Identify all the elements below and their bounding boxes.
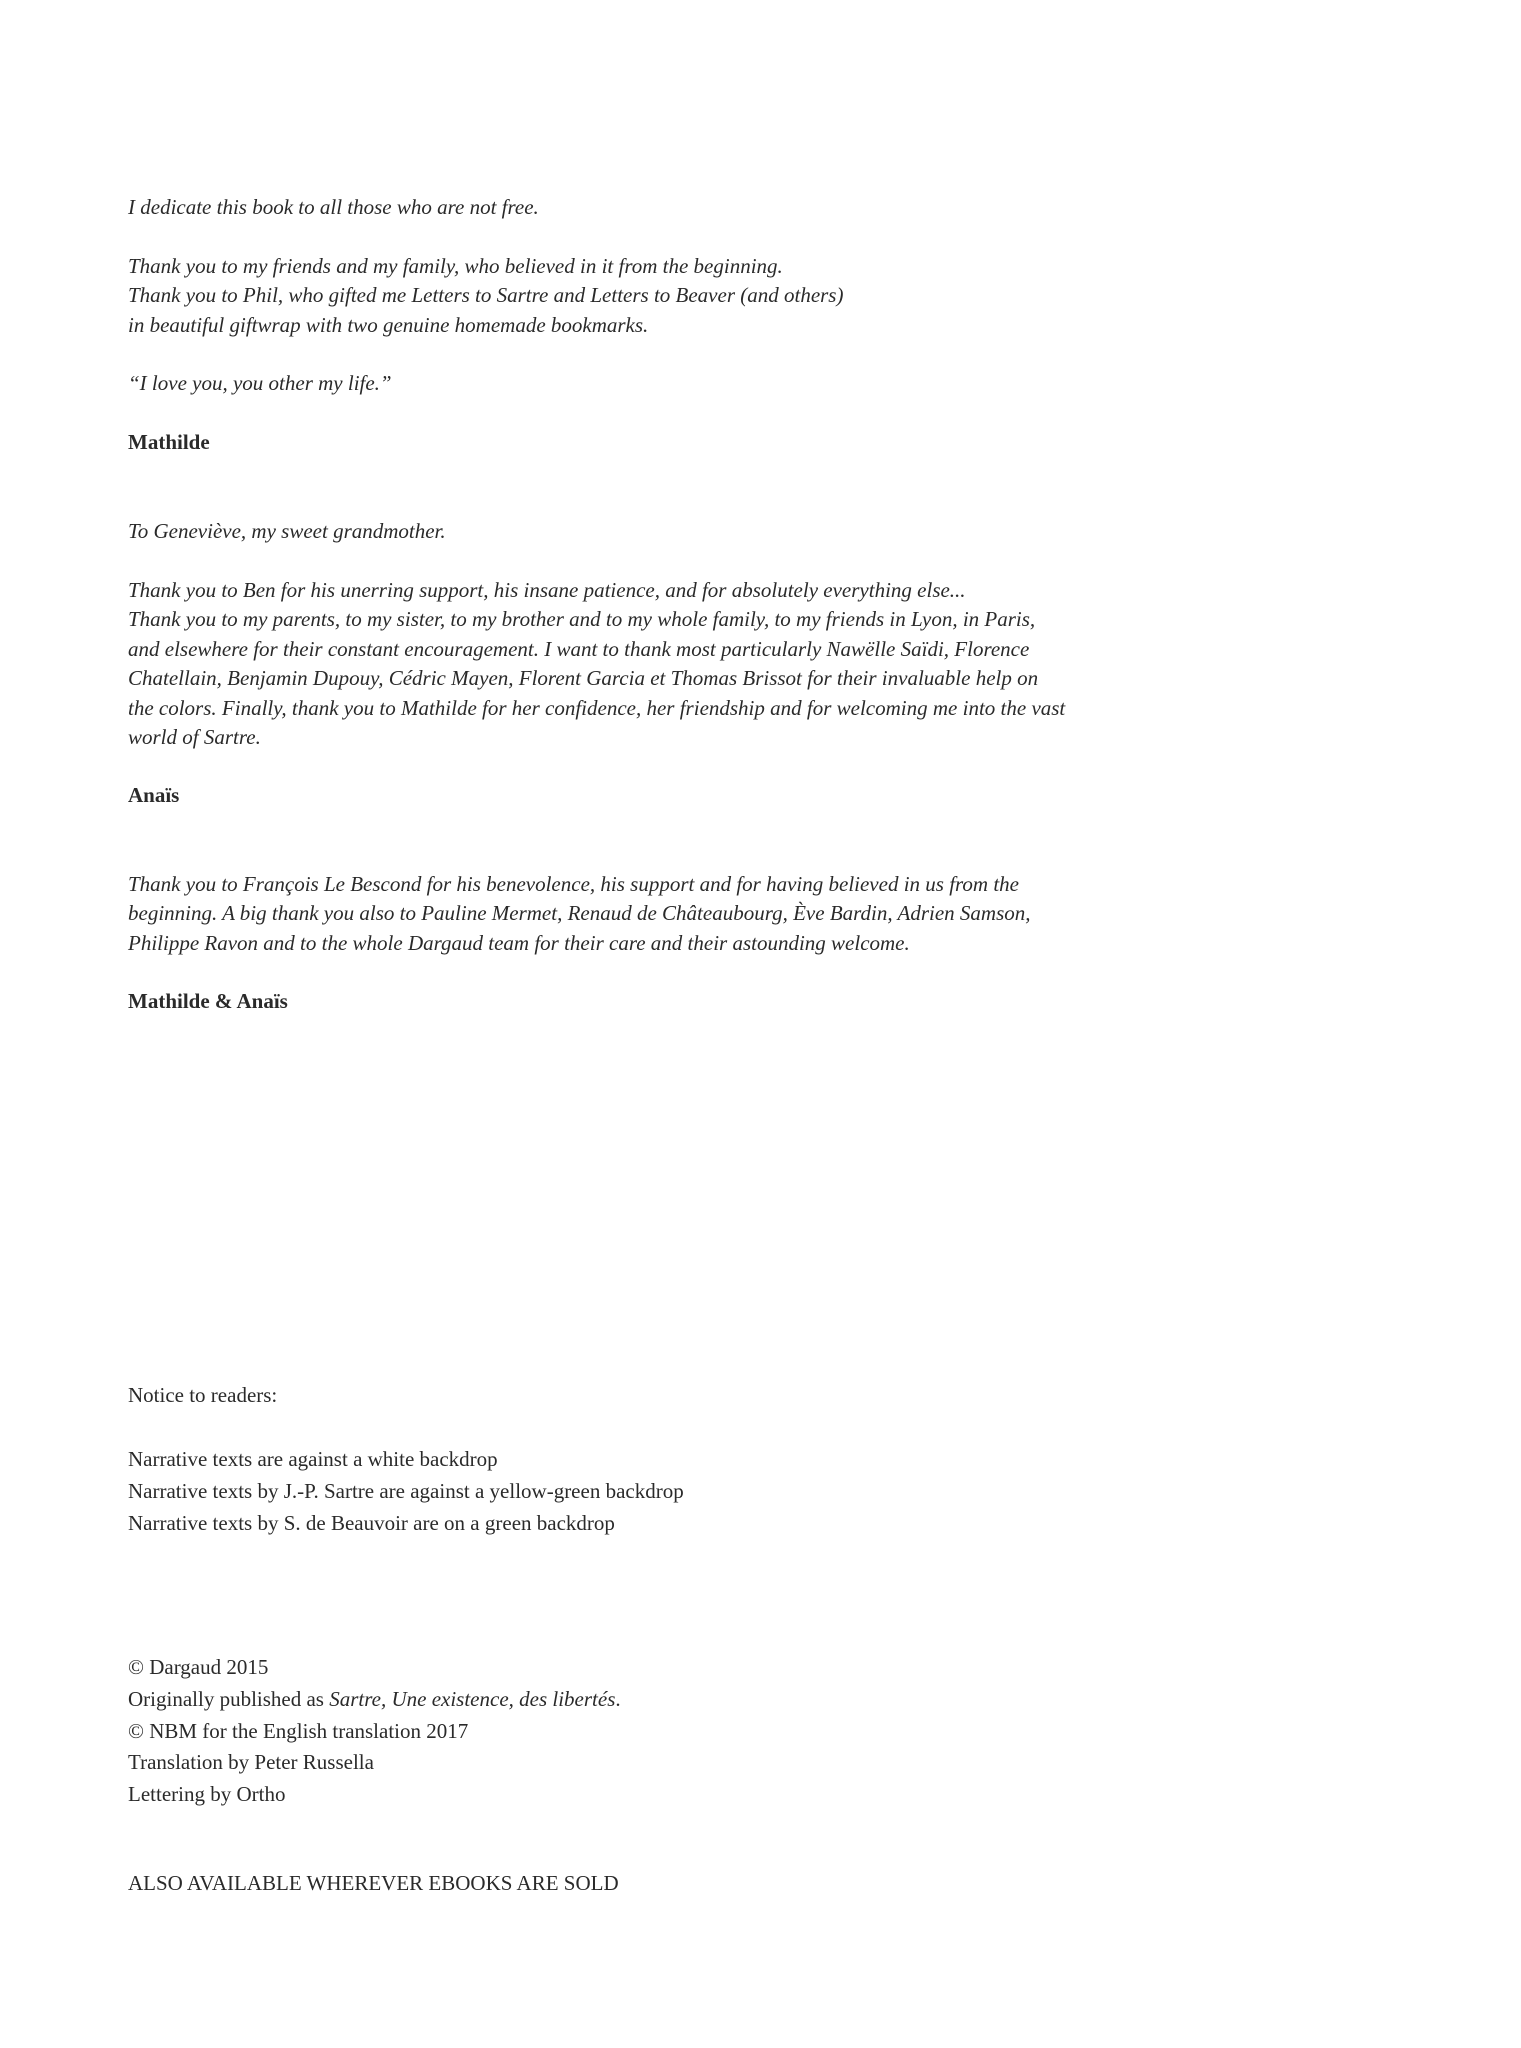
anais-thanks-line: Thank you to Ben for his unerring support, his insane patience, and for absolutely everything else... xyxy=(128,578,966,602)
joint-thanks xyxy=(128,870,1248,958)
anais-thanks-line: Chatellain, Benjamin Dupouy, Cédric Mayen, Florent Garcia et Thomas Brissot for their invaluable help on xyxy=(128,666,1039,691)
book-front-matter-page xyxy=(128,0,1428,2048)
anais-signature: Anaïs xyxy=(128,783,180,807)
original-title: Sartre, Une existence, des libertés xyxy=(329,1686,616,1711)
notice-list xyxy=(128,1444,1248,1539)
mathilde-thanks-line: Thank you to my friends and my family, who believed in it from the beginning. xyxy=(128,254,783,278)
joint-thanks-line: Philippe Ravon and to the whole Dargaud team for their care and their astounding welcome. xyxy=(128,930,910,955)
anais-thanks-line: the colors. Finally, thank you to Mathilde for her confidence, her friendship and for welcoming me into the vast xyxy=(128,695,1066,720)
mathilde-dedication: I dedicate this book to all those who are not free. xyxy=(128,195,539,219)
anais-thanks-line: Thank you to my parents, to my sister, to my brother and to my whole family, to my friends in Lyon, in Paris, xyxy=(128,607,1036,632)
mathilde-signature: Mathilde xyxy=(128,430,210,454)
copyright-block xyxy=(128,1652,1248,1811)
mathilde-thanks xyxy=(128,252,1248,340)
original-publication-line: Originally published as Sartre, Une existence, des libertés. xyxy=(128,1686,621,1711)
availability-notice: ALSO AVAILABLE WHEREVER EBOOKS ARE SOLD xyxy=(128,1871,619,1895)
notice-line: Narrative texts by S. de Beauvoir are on a green backdrop xyxy=(128,1510,615,1535)
joint-thanks-line: beginning. A big thank you also to Pauline Mermet, Renaud de Châteaubourg, Ève Bardin, Adrien Samson, xyxy=(128,901,1031,926)
anais-dedication: To Geneviève, my sweet grandmother. xyxy=(128,519,446,543)
lettering-line: Lettering by Ortho xyxy=(128,1782,286,1807)
notice-heading: Notice to readers: xyxy=(128,1383,278,1407)
translation-copyright-line: © NBM for the English translation 2017 xyxy=(128,1718,469,1743)
mathilde-thanks-line: in beautiful giftwrap with two genuine homemade bookmarks. xyxy=(128,312,649,337)
joint-thanks-line: Thank you to François Le Bescond for his benevolence, his support and for having believed in us from the xyxy=(128,872,1020,896)
translator-line: Translation by Peter Russella xyxy=(128,1750,374,1775)
anais-thanks xyxy=(128,576,1248,752)
mathilde-quote: “I love you, you other my life.” xyxy=(128,371,392,395)
copyright-line: © Dargaud 2015 xyxy=(128,1655,269,1679)
notice-line: Narrative texts by J.-P. Sartre are against a yellow-green backdrop xyxy=(128,1478,684,1503)
joint-signature: Mathilde & Anaïs xyxy=(128,989,288,1013)
anais-thanks-line: world of Sartre. xyxy=(128,725,261,750)
mathilde-thanks-line: Thank you to Phil, who gifted me Letters to Sartre and Letters to Beaver (and others) xyxy=(128,283,844,308)
anais-thanks-line: and elsewhere for their constant encouragement. I want to thank most particularly Nawëlle Saïdi, Florence xyxy=(128,636,1030,661)
notice-line: Narrative texts are against a white backdrop xyxy=(128,1447,498,1471)
